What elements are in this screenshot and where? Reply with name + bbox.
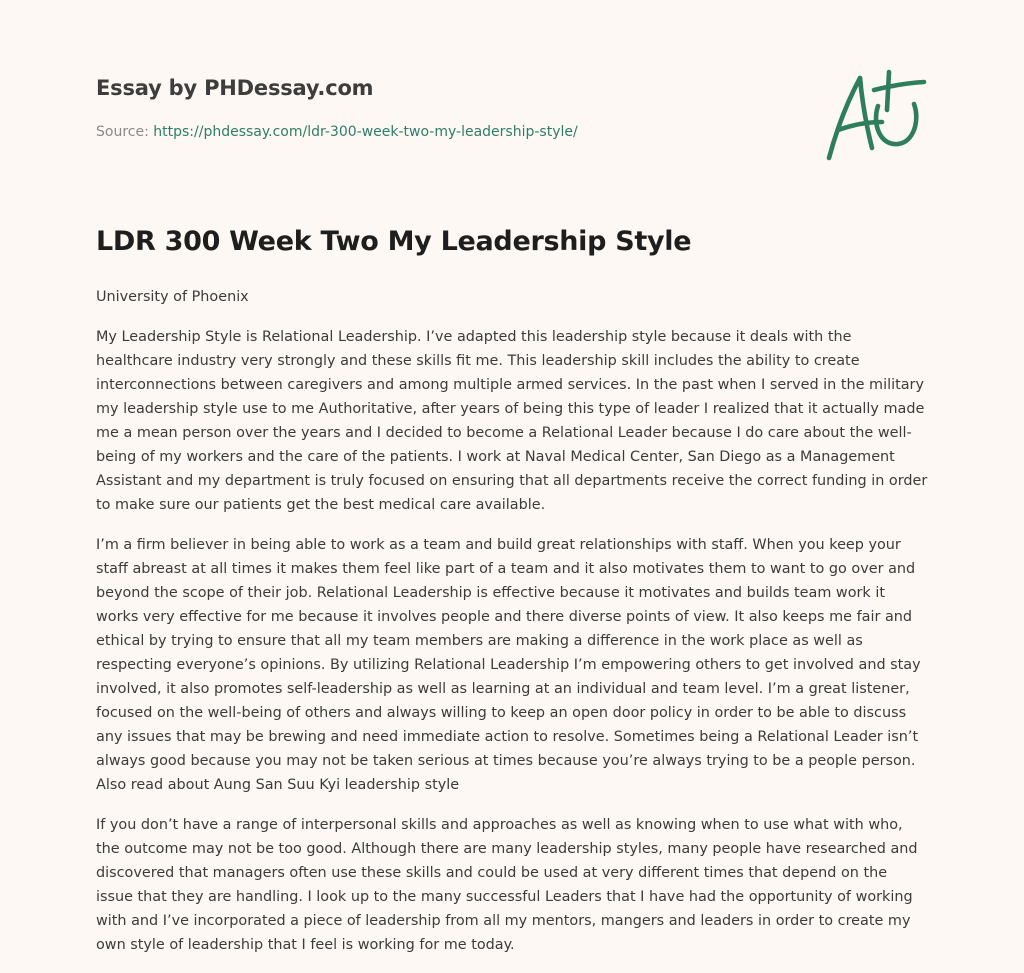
essay-paragraph: My Leadership Style is Relational Leadership. I’ve adapted this leadership style because it deals with the healthcare industry very strongly and these skills fit me. This leadership skill includes the ability to create interconnections between caregivers and among multiple armed services. In the past when I served in the military my leadership style use to me Authoritative, after years of being this type of leader I realized that it actually made me a mean person over the years and I decided to become a Relational Leader because I do care about the well-being of my workers and the care of the patients. I work at Naval Medical Center, San Diego as a Management Assistant and my department is truly focused on ensuring that all departments receive the correct funding in order to make sure our patients get the best medical care available. [96,329,928,513]
source-line [96,124,578,140]
a-plus-logo-icon [822,68,928,164]
essay-paragraph: If you don’t have a range of interpersonal skills and approaches as well as knowing when to use what with who, the outcome may not be too good. Although there are many leadership styles, many people have researched and discovered that managers often use these skills and could be used at very different times that depend on the issue that they are handling. I look up to the many successful Leaders that I have had the opportunity of working with and I’ve incorporated a piece of leadership from all my mentors, mangers and leaders in order to create my own style of leadership that I feel is working for me today. [96,817,918,953]
essay-paragraph: I’m a firm believer in being able to work as a team and build great relationships with staff. When you keep your staff abreast at all times it makes them feel like part of a team and it also motivates them to want to go over and beyond the scope of their job. Relational Leadership is effective because it motivates and builds team work it works very effective for me because it involves people and there diverse points of view. It also keeps me fair and ethical by trying to ensure that all my team members are making a difference in the work place as well as respecting everyone’s opinions. By utilizing Relational Leadership I’m empowering others to get involved and stay involved, it also promotes self-leadership as well as learning at an individual and team level. I’m a great listener, focused on the well-being of others and always willing to keep an open door policy in order to be able to discuss any issues that may be brewing and need immediate action to resolve. Sometimes being a Relational Leader isn’t always good because you may not be taken serious at times because you’re always trying to be a people person. Also read about Aung San Suu Kyi leadership style [96,537,921,793]
essay-paragraph: University of Phoenix [96,289,249,305]
essay-title: LDR 300 Week Two My Leadership Style [96,226,692,257]
source-link[interactable]: https://phdessay.com/ldr-300-week-two-my-leadership-style/ [153,124,578,140]
site-title: Essay by PHDessay.com [96,76,374,100]
source-label: Source: [96,124,149,140]
essay-body [96,285,928,973]
